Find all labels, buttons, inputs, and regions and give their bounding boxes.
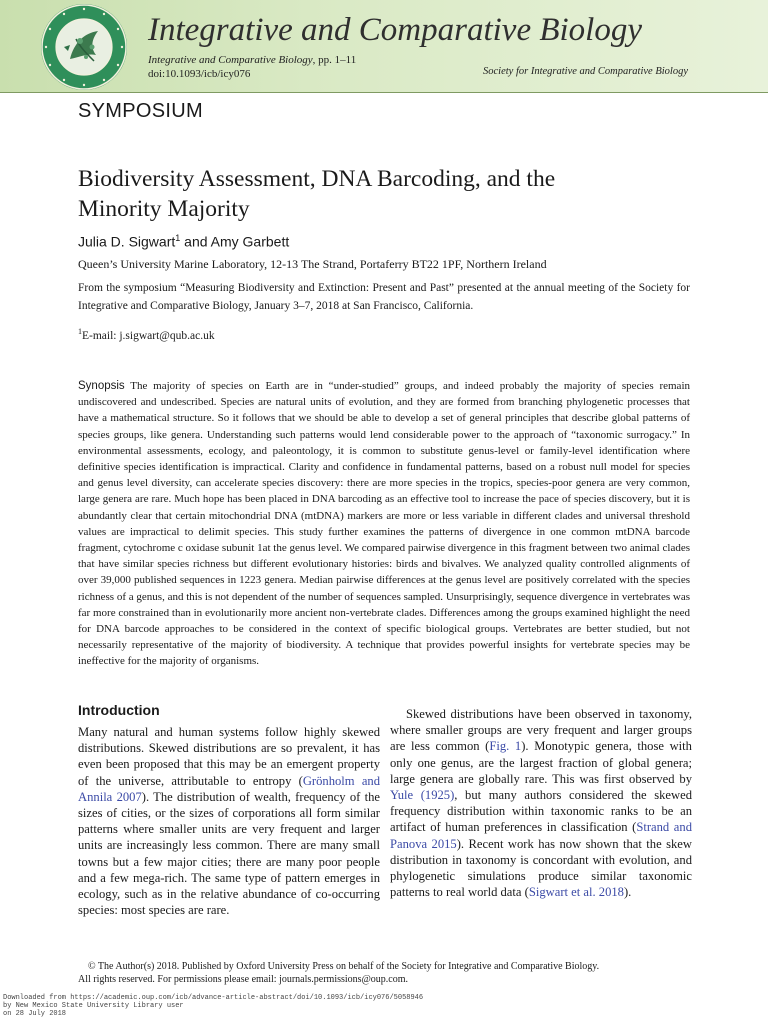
intro-paragraph — [78, 724, 380, 918]
figure-link[interactable]: Fig. 1 — [489, 739, 522, 754]
download-line: by New Mexico State University Library user — [3, 1002, 184, 1010]
corresponding-email — [78, 327, 215, 342]
author-name: Julia D. Sigwart — [78, 233, 176, 250]
copyright-notice — [78, 960, 698, 986]
symposium-note: From the symposium “Measuring Biodiversity and Extinction: Present and Past” presented at the annual meeting of the Society for Integrative and Comparative Biology, January 3–7, 2018 at San Francisco, California. — [78, 282, 690, 312]
journal-banner — [0, 0, 768, 93]
citation-link[interactable]: Sigwart et al. 2018 — [528, 885, 624, 900]
intro-column-right — [390, 706, 692, 900]
citation-link[interactable]: Strand and Panova 2015 — [390, 820, 692, 851]
synopsis-label: Synopsis — [78, 380, 125, 392]
text-run: ). Recent work has now shown that the skew distribution in taxonomy is concordant with evolution, and phylogenetic simulations produce similar taxonomic patterns to real world data ( — [390, 836, 692, 900]
download-line: on 28 July 2018 — [3, 1010, 67, 1018]
download-stamp — [3, 994, 423, 1018]
citation-journal: Integrative and Comparative Biology — [148, 54, 313, 66]
author-footnote-marker: 1 — [175, 233, 181, 243]
text-run: , but many authors considered the skewed frequency distribution within taxonomic ranks to be an artifact of human preferences in classification ( — [390, 788, 692, 835]
synopsis-text: The majority of species on Earth are in “under-studied” groups, and indeed probably the majority of species remain undiscovered and undescribed. Species are natural units of evolution, and they are formed from branching phylogenetic processes that have a mathematical structure. So it follows that we should be able to develop a set of general principles that describe global patterns of species groups, like genera. Understanding such patterns would lend considerable power to the approach of “taxonomic surrogacy.” In environmental assessments, ecology, and paleontology, it is common to substitute genus-level or family-level identification where definitive species identification is impractical. Clarity and confidence in fundamental patterns, based on a robust null model for species and genus level diversity, can accelerate species discovery: there are more species in the tropics, species-poor genera are very common, large genera are rare. Much hope has been placed in DNA barcoding as an effective tool to increase the pace of species discovery, but it is abundantly clear that certain mitochondrial DNA (mtDNA) markers are more or less variable in different clades and universal threshold values are impractical to delimit species. This study further examines the patterns of divergence in one common mtDNA barcode fragment, cytochrome c oxidase subunit 1at the genus level. We compared pairwise divergence in this fragment between two animal clades that have similar species richness but different evolutionary histories: birds and bivalves. We analyzed quality controlled alignments of over 39,000 published sequences in 1223 genera. Median pairwise differences at the genus level are positively correlated with the species richness of a genus, and this is not dependent of the number of sequences sampled. Unsurprisingly, sequence divergence in vertebrates was far more constrained than in evolutionarily more ancient non-vertebrate clades. Differences among the groups examined highlight the need for DNA barcode approaches to be considered in the context of specific biological groups. Vertebrates are better studied, but not necessarily representative of the majority of biodiversity. A technique that provides powerful insights for vertebrate species may be ineffective for the majority of organisms. — [78, 380, 690, 668]
paper-title — [78, 164, 638, 224]
intro-column-left — [78, 702, 380, 918]
email-footnote-marker: 1 — [78, 327, 82, 336]
citation-link[interactable]: Yule (1925) — [390, 788, 455, 803]
journal-title: Integrative and Comparative Biology — [148, 12, 642, 48]
society-seal-logo — [40, 3, 128, 91]
affiliation: Queen’s University Marine Laboratory, 12-13 The Strand, Portaferry BT22 1PF, Northern Ireland — [78, 257, 547, 271]
text-run: ). Monotypic genera, those with only one genus, are the largest fraction of global genera; large genera are globally rare. This was first observed by — [390, 739, 692, 786]
citation-link[interactable]: Grönholm and Annila 2007 — [78, 773, 381, 804]
title-line-2: Minority Majority — [78, 196, 250, 222]
author-connector: and — [180, 233, 211, 250]
society-name: Society for Integrative and Comparative Biology — [483, 66, 688, 77]
email-text: E-mail: j.sigwart@qub.ac.uk — [82, 329, 215, 342]
authors — [78, 233, 289, 250]
download-line: Downloaded from https://academic.oup.com/icb/advance-article-abstract/doi/10.1093/icb/icy076/5058946 — [3, 994, 424, 1002]
author-name: Amy Garbett — [210, 233, 290, 250]
text-run: ). — [623, 885, 632, 900]
copyright-line: © The Author(s) 2018. Published by Oxford University Press on behalf of the Society for Integrative and Comparative Biology. — [88, 961, 600, 972]
text-run: Skewed distributions have been observed in taxonomy, where smaller groups are very frequent and larger groups are less common ( — [390, 707, 692, 754]
citation-pages: , pp. 1–11 — [312, 54, 357, 66]
intro-heading: Introduction — [78, 702, 160, 718]
permissions-line: All rights reserved. For permissions please email: journals.permissions@oup.com. — [78, 974, 408, 985]
intro-paragraph — [390, 706, 692, 900]
doi: doi:10.1093/icb/icy076 — [148, 68, 251, 80]
title-line-1: Biodiversity Assessment, DNA Barcoding, and the — [78, 166, 556, 192]
text-run: ). The distribution of wealth, frequency of the sizes of cities, or the sizes of corporations all form similar patterns where smaller units are very frequent and larger units are increasingly less common. There are many small towns but a few major cities; there are many poor people and a few mega-rich. The same type of pattern emerges in ecology, such as in the relative abundance of co-occurring species: most species are rare. — [78, 789, 380, 918]
text-run: Many natural and human systems follow highly skewed distributions. Skewed distributions are so prevalent, it has even been proposed that this may be an emergent property of the universe, attributable to entropy ( — [78, 725, 380, 788]
synopsis — [78, 378, 690, 670]
section-label: SYMPOSIUM — [78, 100, 203, 122]
journal-citation — [148, 53, 356, 81]
